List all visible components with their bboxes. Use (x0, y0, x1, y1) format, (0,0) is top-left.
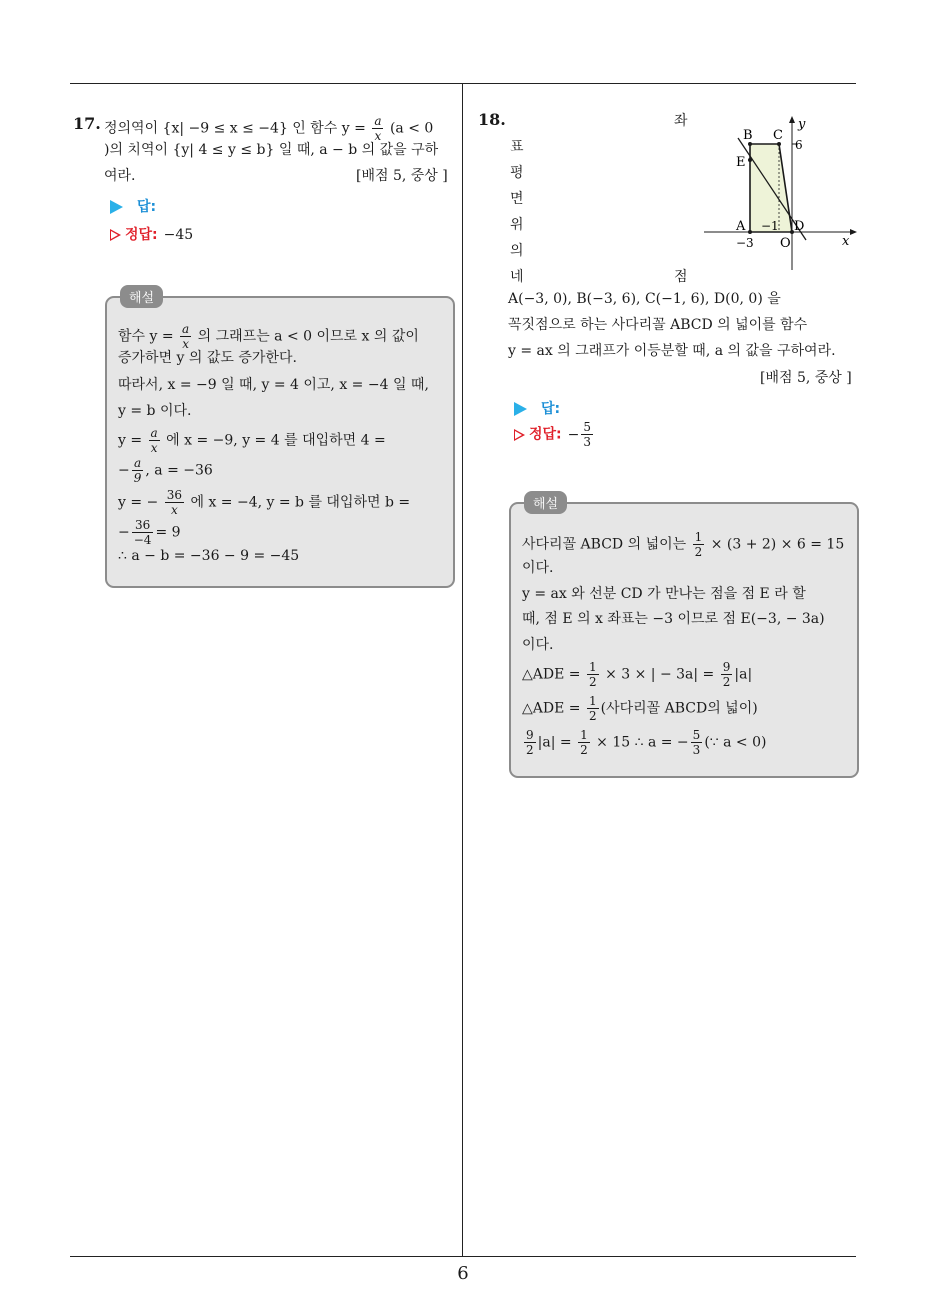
q17-sol7-post: 에 x = −4, y = b 를 대입하면 b = (190, 494, 411, 511)
q18-sol1-fraction: $\frac{1}{2}$ (694, 530, 703, 559)
q18-sol8-fraction-2: $\frac{1}{2}$ (580, 728, 588, 757)
q18-stack-char: 위 (510, 217, 524, 233)
label-d: D (794, 219, 805, 234)
q18-sol8-mid2: × 15 ∴ a = − (596, 734, 689, 751)
q18-line-3: y = ax 의 그래프가 이등분할 때, a 의 값을 구하여라. (508, 343, 836, 359)
q17-score: [배점 5, 중상 ] (356, 168, 448, 184)
x-axis-arrow-icon (850, 229, 857, 235)
play-arrow-icon (110, 200, 123, 214)
label-a: A (736, 219, 746, 234)
q18-sol8-post: (∵ a < 0) (704, 734, 767, 751)
q18-sol1-pre: 사다리꼴 ABCD 의 넓이는 (522, 536, 687, 553)
q18-stack-char: 표 (510, 139, 524, 155)
point-a (748, 230, 752, 234)
q17-sol8-fraction: $\frac{36}{-4}$ (133, 518, 152, 547)
label-origin: O (780, 236, 791, 251)
q17-sol-line-8 (118, 518, 181, 547)
q18-stack-char: 면 (510, 191, 524, 207)
label-minus3: −3 (736, 236, 754, 250)
q18-line-1: A(−3, 0), B(−3, 6), C(−1, 6), D(0, 0) 을 (508, 291, 781, 307)
q18-score: [배점 5, 중상 ] (760, 370, 852, 386)
q17-line-3: 여라. (104, 168, 136, 184)
q17-sol-line-9: ∴ a − b = −36 − 9 = −45 (118, 548, 300, 564)
q17-solution-tab: 해설 (120, 285, 163, 308)
label-x: x (842, 234, 850, 249)
q18-sol-line-1 (522, 530, 844, 559)
q18-sol1-post: × (3 + 2) × 6 = 15 (710, 536, 845, 553)
q18-sol6-post: |a| (734, 666, 753, 683)
q17-sol8-pre: − (118, 524, 130, 541)
q17-sol6-post: , a = −36 (145, 462, 213, 479)
q17-sol-line-1 (118, 322, 419, 351)
q17-sol1-fraction: $\frac{a}{x}$ (182, 322, 190, 351)
q17-sol7-pre: y = − (118, 494, 159, 511)
q18-answer-label: 답: (541, 401, 561, 417)
q18-sol-line-6 (522, 660, 752, 689)
q17-sol5-post: 에 x = −9, y = 4 를 대입하면 4 = (166, 432, 386, 449)
q18-stack-char: 의 (510, 243, 524, 259)
q17-sol-line-3: 따라서, x = −9 일 때, y = 4 이고, x = −4 일 때, (118, 377, 429, 393)
q17-correct-value: −45 (163, 227, 194, 243)
label-c: C (773, 128, 783, 143)
q18-sol7-post: (사다리꼴 ABCD의 넓이) (600, 700, 758, 717)
q17-sol-line-5 (118, 426, 386, 455)
label-six: 6 (795, 138, 803, 152)
q17-line1-tail: (a < 0 (389, 120, 434, 137)
q17-number: 17. (73, 114, 101, 133)
q18-correct-sign: − (567, 426, 580, 443)
q18-sol-line-3: y = ax 와 선분 CD 가 만나는 점을 점 E 라 할 (522, 586, 806, 602)
q17-answer-label: 답: (137, 199, 157, 215)
q18-answer-row (514, 398, 560, 418)
q18-sol8-fraction-1: $\frac{9}{2}$ (526, 728, 534, 757)
q18-sol-line-8 (522, 728, 766, 757)
y-axis-arrow-icon (789, 116, 795, 123)
q18-correct-label: 정답: (529, 426, 562, 443)
q18-sol-line-7 (522, 694, 758, 723)
outline-arrow-icon (514, 429, 525, 441)
q18-sol-line-2: 이다. (522, 560, 554, 576)
q18-sol6-fraction-2: $\frac{9}{2}$ (722, 660, 731, 689)
q17-sol-line-4: y = b 이다. (118, 403, 192, 419)
q17-line1-text: 정의역이 {x| −9 ≤ x ≤ −4} 인 함수 y = (104, 120, 366, 137)
point-e (748, 158, 752, 162)
outline-arrow-icon (110, 229, 121, 241)
q18-sol-line-4: 때, 점 E 의 x 좌표는 −3 이므로 점 E(−3, − 3a) (522, 611, 825, 627)
q17-sol5-pre: y = (118, 432, 143, 449)
q17-line-1 (104, 114, 433, 143)
q18-sol6-mid: × 3 × | − 3a| = (605, 666, 715, 683)
q17-sol5-fraction: $\frac{a}{x}$ (150, 426, 158, 455)
page-number: 6 (457, 1263, 469, 1284)
q17-sol1-post: 의 그래프는 a < 0 이므로 x 의 값이 (197, 328, 419, 345)
label-b: B (743, 128, 753, 143)
q17-correct-row (110, 224, 193, 244)
q18-line-2: 꼭짓점으로 하는 사다리꼴 ABCD 의 넓이를 함수 (508, 317, 808, 333)
q17-sol7-fraction: $\frac{36}{x}$ (166, 488, 183, 517)
label-y: y (798, 117, 806, 132)
q18-sol6-pre: △ADE = (522, 666, 581, 683)
q17-sol-line-6 (118, 456, 213, 485)
column-divider (462, 83, 463, 1257)
q18-number: 18. (478, 110, 506, 129)
q17-sol6-fraction: $\frac{a}{9}$ (133, 456, 142, 485)
q18-sol6-fraction-1: $\frac{1}{2}$ (588, 660, 597, 689)
q18-sol7-pre: △ADE = (522, 700, 581, 717)
q18-stack-char: 평 (510, 165, 524, 181)
q17-sol1-pre: 함수 y = (118, 328, 174, 345)
q18-correct-fraction: $\frac{5}{3}$ (583, 420, 592, 449)
q18-sol-line-5: 이다. (522, 637, 554, 653)
label-e: E (736, 155, 746, 170)
q17-sol8-post: = 9 (155, 524, 181, 541)
q18-stack-top: 좌 (674, 113, 688, 129)
q18-solution-tab: 해설 (524, 491, 567, 514)
q17-answer-row (110, 196, 156, 216)
q18-sol7-fraction: $\frac{1}{2}$ (588, 694, 597, 723)
q18-stack-char: 네 (510, 269, 524, 285)
bottom-rule (70, 1256, 856, 1257)
play-arrow-icon (514, 402, 527, 416)
q18-correct-row (514, 420, 595, 449)
top-rule (70, 83, 856, 84)
q17-correct-label: 정답: (125, 227, 158, 243)
q17-line-2: )의 치역이 {y| 4 ≤ y ≤ b} 일 때, a − b 의 값을 구하 (104, 142, 439, 158)
label-minus1: −1 (761, 219, 779, 233)
q17-sol-line-7 (118, 488, 410, 517)
q18-stack-end: 점 (674, 269, 688, 285)
q17-sol-line-2: 증가하면 y 의 값도 증가한다. (118, 350, 297, 366)
q18-trapezoid-graph (700, 112, 860, 274)
q17-sol6-pre: − (118, 462, 130, 479)
q17-fraction: $\frac{a}{x}$ (374, 114, 382, 143)
q18-sol8-mid: |a| = (537, 734, 572, 751)
q18-sol8-fraction-3: $\frac{5}{3}$ (692, 728, 701, 757)
